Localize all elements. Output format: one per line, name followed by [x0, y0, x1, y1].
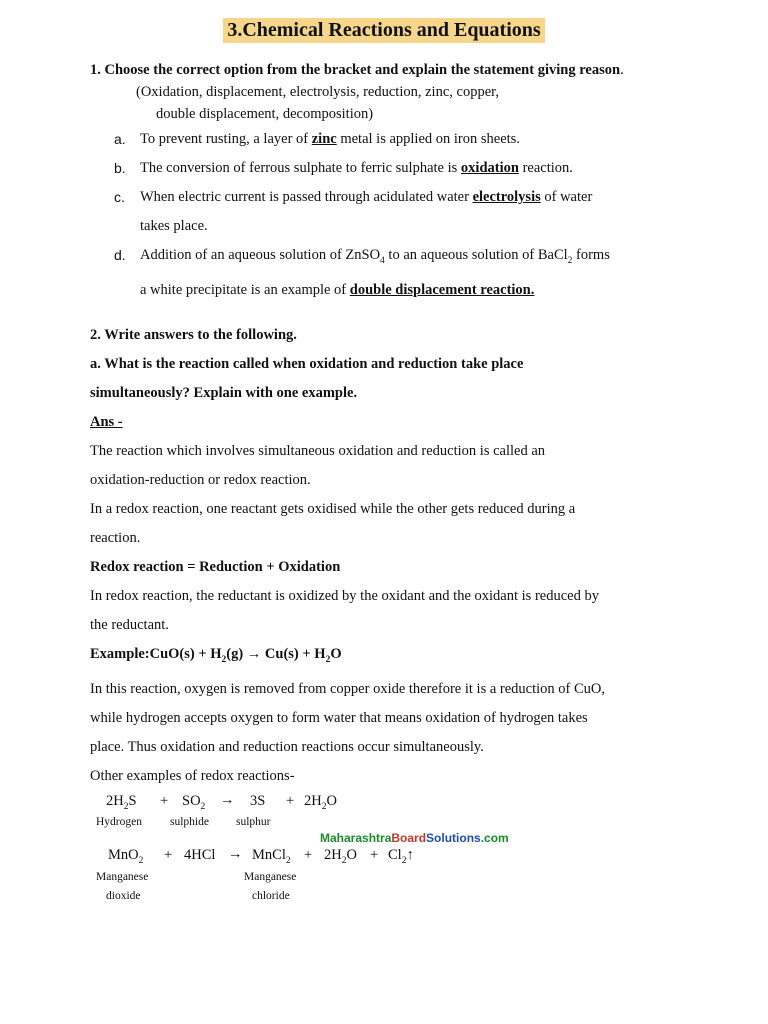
item-text-mid: to an aqueous solution of BaCl — [384, 247, 568, 263]
item-text-end: reaction. — [518, 160, 573, 176]
item-text: To prevent rusting, a layer of — [140, 131, 312, 147]
label-sulphide: sulphide — [170, 815, 209, 828]
reaction-2-arrow: → — [228, 845, 243, 862]
paragraph-1-line1: The reaction which involves simultaneous oxidation and reduction is called an — [90, 442, 546, 459]
answer-oxidation: oxidation — [460, 160, 519, 176]
subscript: 4 — [380, 255, 385, 266]
subscript: 2 — [567, 255, 573, 266]
question-1-heading-end: . — [620, 62, 624, 78]
label-sulphur: sulphur — [236, 815, 271, 828]
paragraph-4-line3: place. Thus oxidation and reduction reactions occur simultaneously. — [90, 738, 484, 755]
eq-part: O — [330, 645, 342, 662]
label-manganese-1: Manganese — [96, 870, 149, 883]
reaction-2-water: $2H_2O$ — [324, 846, 357, 866]
question-2 — [90, 321, 678, 791]
reaction-1-water: $2H_2O$ — [304, 792, 337, 812]
item-text-end: forms — [572, 247, 610, 263]
example-label: Example: — [90, 645, 150, 662]
paragraph-2-line1: In a redox reaction, one reactant gets oxidised while the other gets reduced during a — [90, 500, 576, 517]
paragraph-3-line2: the reductant. — [90, 616, 169, 633]
options-line-1: (Oxidation, displacement, electrolysis, reduction, zinc, copper, — [136, 84, 500, 100]
reaction-2-plus-3: + — [370, 846, 379, 863]
label-manganese-2: Manganese — [244, 870, 297, 883]
question-1-heading — [90, 59, 678, 81]
redox-definition: Redox reaction = Reduction + Oxidation — [90, 558, 341, 575]
label-hydrogen: Hydrogen — [96, 815, 142, 828]
list-item-d — [90, 241, 678, 305]
item-text: Addition of an aqueous solution of ZnSO — [140, 247, 381, 263]
paragraph-4-line1: In this reaction, oxygen is removed from copper oxide therefore it is a reduction of CuO, — [90, 680, 605, 697]
item-text-line2: a white precipitate is an example of — [140, 281, 350, 298]
item-label: a. — [114, 131, 126, 147]
reaction-2-mno2: MnO$_2$ — [108, 846, 144, 866]
reaction-2-plus-2: + — [304, 846, 313, 863]
sub-question-a-line1: a. What is the reaction called when oxidation and reduction take place — [90, 355, 524, 372]
other-examples-label: Other examples of redox reactions- — [90, 767, 295, 784]
item-text: When electric current is passed through acidulated water — [140, 189, 473, 205]
subscript: 2 — [325, 654, 331, 665]
item-label: d. — [114, 247, 126, 263]
answer-electrolysis: electrolysis — [472, 189, 541, 205]
options-line-2: double displacement, decomposition) — [156, 106, 374, 122]
question-2-heading: 2. Write answers to the following. — [90, 326, 297, 343]
reaction-2-hcl: 4HCl — [184, 846, 216, 863]
eq-part: CuO(s) + H — [149, 645, 222, 662]
reaction-1-h2s: $2H_2S$ — [106, 792, 137, 812]
reaction-1-arrow: → — [220, 791, 235, 808]
question-1-heading-text: 1. Choose the correct option from the bracket and explain the statement giving — [90, 62, 576, 78]
paragraph-1-line2: oxidation-reduction or redox reaction. — [90, 471, 311, 488]
page-title: 3.Chemical Reactions and Equations — [223, 18, 544, 43]
label-chloride: chloride — [252, 889, 290, 902]
item-text-end: of water — [540, 189, 593, 205]
label-dioxide: dioxide — [106, 889, 141, 902]
item-text: The conversion of ferrous sulphate to ferric sulphate is — [140, 160, 461, 176]
item-label: b. — [114, 160, 126, 176]
question-1 — [90, 59, 678, 305]
item-text-line2: takes place. — [140, 218, 208, 234]
eq-part: (g) → Cu(s) + H — [226, 645, 326, 662]
reaction-1-plus-2: + — [286, 792, 295, 809]
paragraph-2-line2: reaction. — [90, 529, 141, 546]
sub-question-a-line2: simultaneously? Explain with one example. — [90, 384, 358, 401]
paragraph-4-line2: while hydrogen accepts oxygen to form water that means oxidation of hydrogen takes — [90, 709, 588, 726]
item-text-end: metal is applied on iron sheets. — [336, 131, 520, 147]
redox-reactions-figure — [90, 791, 678, 911]
item-label: c. — [114, 189, 125, 205]
list-item-a — [90, 125, 678, 154]
subscript: 2 — [221, 654, 227, 665]
reaction-1-plus: + — [160, 792, 169, 809]
watermark-logo: MaharashtraBoardSolutions.com — [320, 830, 509, 845]
list-item-c — [90, 183, 678, 241]
example-equation — [90, 640, 678, 675]
reaction-2-plus: + — [164, 846, 173, 863]
reaction-1-sulphur: 3S — [250, 792, 266, 809]
title-row — [90, 18, 678, 43]
answer-label: Ans - — [90, 413, 123, 430]
document-page — [90, 0, 678, 911]
reaction-2-chlorine: $Cl_2↑$ — [388, 846, 414, 866]
list-item-b — [90, 154, 678, 183]
reaction-2-mncl2: MnCl$_2$ — [252, 846, 291, 866]
answer-zinc: zinc — [311, 131, 337, 147]
question-1-heading-cont: reason — [579, 62, 621, 78]
reaction-1-so2: $SO_2$ — [182, 792, 206, 812]
answer-double-displacement: double displacement reaction. — [349, 281, 535, 298]
paragraph-3-line1: In redox reaction, the reductant is oxidized by the oxidant and the oxidant is reduced by — [90, 587, 599, 604]
